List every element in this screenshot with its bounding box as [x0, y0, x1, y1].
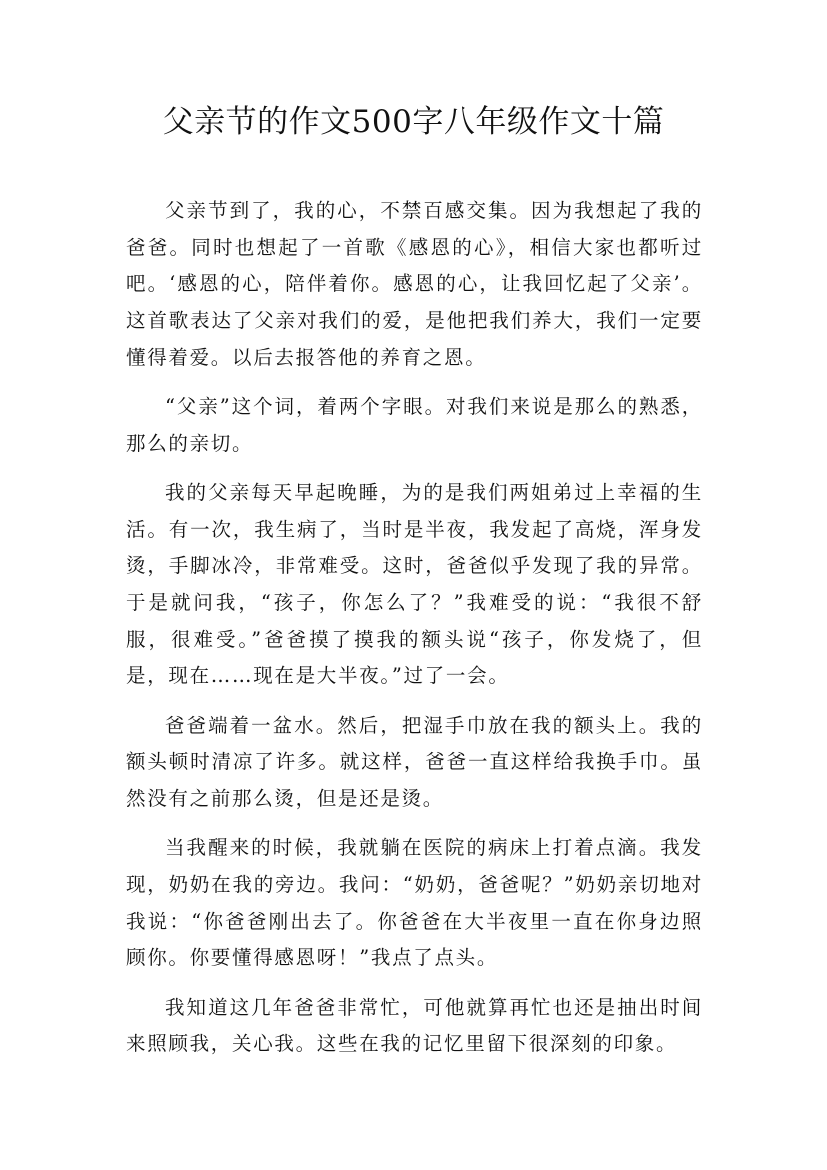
- paragraph: “父亲”这个词，着两个字眼。对我们来说是那么的熟悉，那么的亲切。: [126, 395, 703, 455]
- paragraph: 父亲节到了，我的心，不禁百感交集。因为我想起了我的爸爸。同时也想起了一首歌《感恩的心》，相信大家也都听过吧。‘感恩的心，陪伴着你。感恩的心，让我回忆起了父亲’。这首歌表达了父亲对我们的爱，是他把我们养大，我们一定要懂得着爱。以后去报答他的养育之恩。: [126, 199, 703, 369]
- document-title: 父亲节的作文500字八年级作文十篇: [162, 104, 665, 140]
- paragraph: 我的父亲每天早起晚睡，为的是我们两姐弟过上幸福的生活。有一次，我生病了，当时是半夜，我发起了高烧，浑身发烫，手脚冰冷，非常难受。这时，爸爸似乎发现了我的异常。于是就问我，“孩子，你怎么了？”我难受的说：“我很不舒服，很难受。”爸爸摸了摸我的额头说“孩子，你发烧了，但是，现在……现在是大半夜。”过了一会。: [126, 480, 703, 688]
- paragraph: 当我醒来的时候，我就躺在医院的病床上打着点滴。我发现，奶奶在我的旁边。我问：“奶奶，爸爸呢？”奶奶亲切地对我说：“你爸爸刚出去了。你爸爸在大半夜里一直在你身边照顾你。你要懂得感恩呀！”我点了点头。: [126, 836, 703, 970]
- paragraph: 我知道这几年爸爸非常忙，可他就算再忙也还是抽出时间来照顾我，关心我。这些在我的记忆里留下很深刻的印象。: [126, 995, 703, 1056]
- document-body: [126, 193, 703, 1075]
- paragraph: 爸爸端着一盆水。然后，把湿手巾放在我的额头上。我的额头顿时清凉了许多。就这样，爸爸一直这样给我换手巾。虽然没有之前那么烫，但是还是烫。: [126, 713, 703, 811]
